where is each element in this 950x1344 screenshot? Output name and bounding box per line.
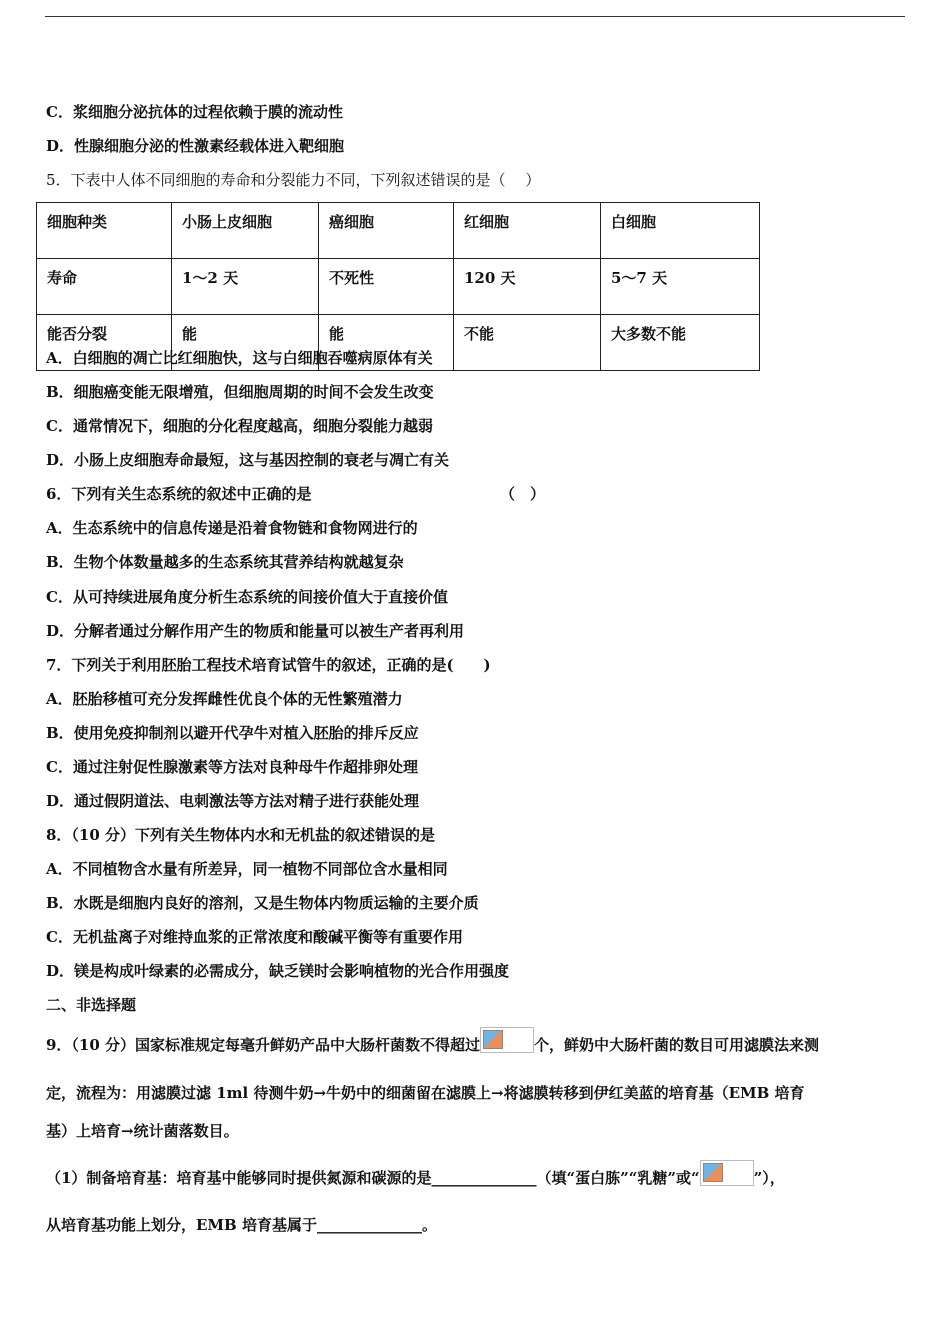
table-cell: 红细胞 <box>454 203 601 259</box>
table-cell: 不能 <box>454 315 601 371</box>
table-cell: 1～2 天 <box>172 259 319 315</box>
q7-option-a: A．胚胎移植可充分发挥雌性优良个体的无性繁殖潜力 <box>46 690 403 708</box>
q6-option-b: B．生物个体数量越多的生态系统其营养结构就越复杂 <box>46 553 404 571</box>
q9-sub1-end: ”）， <box>753 1169 785 1187</box>
q9-line-1-end: 个，鲜奶中大肠杆菌的数目可用滤膜法来测 <box>534 1036 820 1054</box>
q7-option-c: C．通过注射促性腺激素等方法对良种母牛作超排卵处理 <box>46 758 418 776</box>
q5-option-b: B．细胞癌变能无限增殖，但细胞周期的时间不会发生改变 <box>46 383 434 401</box>
header-rule <box>45 16 905 17</box>
table-cell: 能否分裂 <box>37 315 172 371</box>
q9-line-1-start: 9．（10 分）国家标准规定每毫升鲜奶产品中大肠杆菌数不得超过 <box>46 1036 481 1054</box>
table-cell: 白细胞 <box>601 203 760 259</box>
table-cell: 大多数不能 <box>601 315 760 371</box>
table-cell: 5～7 天 <box>601 259 760 315</box>
q6-option-a: A．生态系统中的信息传递是沿着食物链和食物网进行的 <box>46 519 418 537</box>
table-cell: 细胞种类 <box>37 203 172 259</box>
table-cell: 癌细胞 <box>319 203 454 259</box>
q6-answer-paren: （ ） <box>500 485 546 503</box>
q9-sub1-line-1 <box>46 1166 785 1192</box>
q5-stem: 5．下表中人体不同细胞的寿命和分裂能力不同，下列叙述错误的是（ ） <box>46 171 541 189</box>
q7-option-b: B．使用免疫抑制剂以避开代孕牛对植入胚胎的排斥反应 <box>46 724 419 742</box>
table-cell: 不死性 <box>319 259 454 315</box>
q9-sub1-start: （1）制备培育基：培育基中能够同时提供氮源和碳源的是______________（填“蛋白胨”“乳糖”或“ <box>46 1169 700 1187</box>
q5-option-c: C．通常情况下，细胞的分化程度越高，细胞分裂能力越弱 <box>46 417 433 435</box>
q8-option-d: D．镁是构成叶绿素的必需成分，缺乏镁时会影响植物的光合作用强度 <box>46 962 510 980</box>
q9-line-1 <box>46 1033 819 1059</box>
cell-lifespan-table <box>36 202 760 371</box>
broken-image-icon <box>480 1027 534 1053</box>
table-cell: 能 <box>172 315 319 371</box>
table-cell: 小肠上皮细胞 <box>172 203 319 259</box>
q9-sub1-line-2: 从培育基功能上划分，EMB 培育基属于______________。 <box>46 1216 437 1234</box>
q8-option-a: A．不同植物含水量有所差异，同一植物不同部位含水量相同 <box>46 860 448 878</box>
q7-stem: 7．下列关于利用胚胎工程技术培育试管牛的叙述，正确的是( ) <box>46 656 491 674</box>
q4-option-c: C．浆细胞分泌抗体的过程依赖于膜的流动性 <box>46 103 343 121</box>
q8-option-c: C．无机盐离子对维持血浆的正常浓度和酸碱平衡等有重要作用 <box>46 928 463 946</box>
q6-stem: 6．下列有关生态系统的叙述中正确的是 <box>46 485 312 503</box>
q7-option-d: D．通过假阴道法、电刺激法等方法对精子进行获能处理 <box>46 792 420 810</box>
table-cell: 120 天 <box>454 259 601 315</box>
table-cell: 寿命 <box>37 259 172 315</box>
table-row <box>37 203 760 259</box>
table-row <box>37 259 760 315</box>
q9-line-3: 基）上培育→统计菌落数目。 <box>46 1122 239 1140</box>
q5-option-d: D．小肠上皮细胞寿命最短，这与基因控制的衰老与凋亡有关 <box>46 451 450 469</box>
q8-stem: 8．（10 分）下列有关生物体内水和无机盐的叙述错误的是 <box>46 826 436 844</box>
q5-option-a: A．白细胞的凋亡比红细胞快，这与白细胞吞噬病原体有关 <box>46 349 433 367</box>
q9-line-2: 定，流程为：用滤膜过滤 1ml 待测牛奶→牛奶中的细菌留在滤膜上→将滤膜转移到伊红美蓝的培育基（EMB 培育 <box>46 1084 805 1102</box>
q4-option-d: D．性腺细胞分泌的性激素经载体进入靶细胞 <box>46 137 345 155</box>
q6-option-d: D．分解者通过分解作用产生的物质和能量可以被生产者再利用 <box>46 622 465 640</box>
section-heading: 二、非选择题 <box>46 996 137 1014</box>
broken-image-icon <box>700 1160 754 1186</box>
q6-option-c: C．从可持续进展角度分析生态系统的间接价值大于直接价值 <box>46 588 448 606</box>
table-cell: 能 <box>319 315 454 371</box>
q8-option-b: B．水既是细胞内良好的溶剂，又是生物体内物质运输的主要介质 <box>46 894 479 912</box>
